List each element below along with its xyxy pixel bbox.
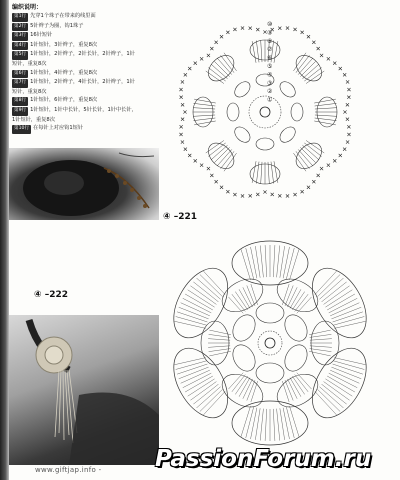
border-stitch — [194, 62, 197, 65]
inner-petal — [280, 341, 311, 375]
figure-symbol-221: ④ — [163, 212, 171, 222]
border-stitch — [188, 154, 191, 157]
round-marker: ⑩ — [267, 21, 273, 28]
border-stitch — [320, 54, 323, 57]
border-stitch — [181, 103, 184, 106]
stitch-mark — [185, 376, 213, 392]
instruction-line — [12, 41, 162, 51]
pattern-instructions — [12, 2, 162, 134]
border-stitch — [317, 174, 320, 177]
stitch-mark — [209, 334, 231, 337]
border-stitch — [233, 28, 236, 31]
instruction-text: 1针短针，4针辫子，重复8次 — [30, 69, 98, 76]
stitch-mark — [193, 384, 218, 404]
stitch-mark — [251, 408, 257, 439]
border-stitch — [307, 186, 310, 189]
chart-221-diagram — [170, 4, 360, 224]
stitch-mark — [261, 162, 262, 184]
border-stitch — [343, 73, 346, 76]
stitch-mark — [251, 381, 258, 402]
round-tag: 第6行 — [12, 70, 28, 79]
stitch-mark — [285, 286, 293, 306]
instruction-text: 1针短针，3针辫子，重复8次 — [30, 41, 98, 48]
stitch-mark — [208, 346, 230, 348]
stitch-mark — [274, 161, 278, 183]
border-stitch — [183, 110, 186, 113]
stitch-mark — [317, 275, 340, 297]
instruction-line — [12, 12, 162, 22]
inner-petal — [277, 124, 298, 145]
inner-petal — [232, 79, 253, 100]
crochet-chart-221 — [170, 4, 360, 228]
stitch-mark — [251, 284, 258, 305]
inner-petal — [228, 311, 259, 345]
instruction-line — [12, 88, 162, 97]
border-stitch — [339, 67, 342, 70]
border-stitch — [271, 193, 274, 196]
stitch-mark — [274, 41, 278, 63]
border-stitch — [327, 164, 330, 167]
stitch-mark — [319, 278, 343, 299]
stitch-mark — [268, 162, 269, 184]
stitch-mark — [334, 317, 365, 326]
inner-petal — [280, 311, 311, 345]
inner-petal — [256, 303, 284, 323]
border-stitch — [343, 148, 346, 151]
stitch-mark — [319, 387, 343, 408]
stitch-mark — [209, 351, 231, 356]
round-tag: 第2行 — [12, 23, 28, 32]
inner-petal — [256, 363, 284, 383]
stitch-mark — [193, 282, 218, 302]
stitch-mark — [315, 108, 337, 109]
instruction-line — [12, 31, 162, 41]
border-stitch — [339, 154, 342, 157]
stitch-mark — [280, 246, 285, 278]
crochet-chart-222 — [150, 240, 388, 454]
stitch-mark — [310, 346, 332, 348]
stitch-mark — [285, 380, 293, 400]
stitch-mark — [286, 407, 294, 438]
stitch-mark — [334, 358, 365, 365]
stitch-mark — [208, 339, 230, 341]
stitch-mark — [283, 408, 289, 439]
border-stitch — [343, 110, 346, 113]
figure-label-222 — [34, 290, 68, 300]
border-stitch — [249, 194, 252, 197]
stitch-mark — [315, 115, 337, 116]
border-stitch — [307, 35, 310, 38]
stitch-mark — [203, 391, 225, 414]
round-3-stitches — [249, 96, 281, 128]
stitch-mark — [174, 321, 205, 328]
instructions-title: 编织说明： — [12, 4, 43, 11]
instruction-text: 在每针上对应钩1短针 — [33, 125, 84, 132]
stitch-mark — [280, 408, 285, 440]
stitch-mark — [286, 248, 294, 279]
round-marker: ⑦ — [267, 46, 273, 54]
stitch-mark — [252, 41, 256, 63]
border-stitch — [346, 103, 349, 106]
border-stitch — [207, 167, 210, 170]
stitch-mark — [324, 382, 350, 401]
stitch-mark — [265, 245, 267, 277]
round-tag: 第3行 — [12, 32, 28, 41]
stitch-mark — [246, 407, 254, 438]
border-stitch — [312, 41, 315, 44]
round-marker: ① — [267, 96, 273, 104]
border-stitch — [188, 67, 191, 70]
stitch-mark — [327, 294, 355, 310]
stitch-mark — [193, 108, 215, 109]
instruction-line — [12, 116, 162, 125]
border-stitch — [347, 96, 350, 99]
border-stitch — [207, 54, 210, 57]
stitch-mark — [190, 382, 216, 401]
border-stitch — [226, 190, 229, 193]
round-tag: 第10行 — [12, 125, 31, 134]
instruction-line — [12, 96, 162, 106]
inner-petal — [228, 341, 259, 375]
instruction-text: 16针短针 — [30, 32, 53, 39]
inner-petal — [277, 79, 298, 100]
instruction-line — [12, 60, 162, 69]
stitch-mark — [309, 330, 331, 335]
stitch-mark — [197, 387, 221, 408]
border-stitch — [312, 180, 315, 183]
stitch-mark — [174, 358, 205, 365]
border-stitch — [181, 80, 184, 83]
stitch-mark — [322, 282, 347, 302]
instruction-line — [12, 106, 162, 116]
stitch-mark — [324, 286, 350, 305]
border-stitch — [347, 125, 350, 128]
border-stitch — [194, 159, 197, 162]
round-marker: ④ — [267, 71, 273, 79]
stitch-mark — [290, 406, 299, 437]
border-stitch — [293, 193, 296, 196]
inner-round — [258, 331, 282, 355]
border-stitch — [181, 118, 184, 121]
stitch-mark — [315, 271, 337, 294]
instruction-text: 1针短针，6针辫子，重复8次 — [30, 97, 98, 104]
round-marker: ③ — [267, 79, 273, 87]
instruction-text: 5针辫子为圈，钩1珠子 — [30, 22, 84, 29]
stitch-mark — [273, 409, 275, 441]
stitch-mark — [282, 381, 289, 402]
round-marker: ② — [267, 88, 273, 96]
round-tag: 第5行 — [12, 51, 28, 60]
border-stitch — [210, 174, 213, 177]
border-stitch — [346, 80, 349, 83]
stitch-mark — [325, 379, 352, 396]
border-stitch — [278, 27, 281, 30]
stitch-mark — [209, 330, 231, 335]
border-stitch — [241, 26, 244, 29]
stitch-mark — [310, 339, 332, 341]
border-stitch — [256, 193, 259, 196]
border-stitch — [347, 133, 350, 136]
book-binding-edge — [0, 0, 9, 480]
border-stitch — [301, 190, 304, 193]
stitch-mark — [197, 278, 221, 299]
stitch-mark — [246, 248, 254, 279]
stitch-mark — [241, 406, 250, 437]
stitch-mark — [260, 245, 263, 277]
instruction-line — [12, 50, 162, 60]
stitch-mark — [176, 361, 207, 370]
border-stitch — [220, 186, 223, 189]
border-stitch — [215, 180, 218, 183]
border-stitch — [241, 194, 244, 197]
round-marker: ⑥ — [267, 54, 273, 62]
stitch-mark — [327, 376, 355, 392]
stitch-mark — [315, 391, 337, 414]
round-tag: 第8行 — [12, 97, 28, 106]
stitch-mark — [317, 389, 340, 411]
instruction-line — [12, 124, 162, 134]
stitch-mark — [282, 284, 289, 305]
stitch-mark — [247, 286, 255, 306]
border-stitch — [180, 96, 183, 99]
border-stitch — [320, 167, 323, 170]
border-stitch — [249, 27, 252, 30]
border-stitch — [263, 190, 266, 193]
round-marker: ⑨ — [267, 29, 273, 37]
stitch-mark — [255, 246, 260, 278]
border-stitch — [317, 47, 320, 50]
instruction-line — [12, 22, 162, 32]
stitch-mark — [247, 380, 255, 400]
stitch-mark — [200, 389, 223, 411]
border-stitch — [233, 193, 236, 196]
round-tag: 第9行 — [12, 107, 28, 116]
border-stitch — [333, 62, 336, 65]
stitch-mark — [260, 409, 263, 441]
instruction-text: 短针，重复8次 — [12, 88, 47, 95]
stitch-mark — [176, 317, 207, 326]
border-stitch — [210, 47, 213, 50]
stitch-mark — [194, 121, 216, 125]
instruction-text: 1针短针，2针辫子，2针长针，2针辫子，1针 — [30, 51, 135, 58]
figure-symbol-222: ④ — [34, 290, 42, 300]
stitch-mark — [290, 249, 299, 280]
border-stitch — [347, 88, 350, 91]
border-stitch — [301, 31, 304, 34]
stitch-mark — [190, 286, 216, 305]
stitch-mark — [309, 351, 331, 356]
inner-petal — [227, 103, 239, 121]
stitch-mark — [334, 321, 365, 328]
stitch-mark — [200, 275, 223, 297]
border-stitch — [181, 140, 184, 143]
inner-petal — [232, 124, 253, 145]
border-stitch — [220, 35, 223, 38]
border-stitch — [333, 159, 336, 162]
stitch-mark — [188, 290, 215, 307]
round-marker: ⑤ — [267, 63, 273, 70]
border-stitch — [293, 28, 296, 31]
stitch-mark — [314, 121, 336, 125]
photo-flower-221 — [9, 148, 159, 220]
border-stitch — [226, 31, 229, 34]
round-tag: 第7行 — [12, 79, 28, 88]
border-stitch — [200, 164, 203, 167]
border-stitch — [184, 73, 187, 76]
stitch-mark — [273, 245, 275, 277]
stitch-mark — [185, 294, 213, 310]
stitch-mark — [277, 245, 280, 277]
border-stitch — [286, 194, 289, 197]
inner-petal — [256, 138, 274, 150]
instruction-text: 先穿1个珠子在带来的线里面 — [30, 13, 96, 19]
footer-url: www.giftjap.info - — [35, 466, 102, 474]
instruction-rows — [12, 12, 162, 134]
stitch-mark — [188, 379, 215, 396]
border-stitch — [180, 125, 183, 128]
stitch-mark — [251, 247, 257, 278]
center-ring — [265, 338, 275, 348]
chart-222-diagram — [150, 240, 388, 450]
stitch-mark — [322, 384, 347, 404]
stitch-mark — [283, 247, 289, 278]
stitch-mark — [203, 271, 225, 294]
border-stitch — [215, 41, 218, 44]
instruction-text: 1针短针，重复8次 — [12, 116, 55, 123]
stitch-mark — [241, 249, 250, 280]
inner-petal — [291, 103, 303, 121]
instruction-text: 1针短针，1针中长针，5针长针，1针中长针， — [30, 106, 137, 113]
round-marker: ⑧ — [267, 37, 273, 45]
border-stitch — [346, 140, 349, 143]
stitch-mark — [277, 409, 280, 441]
border-stitch — [179, 133, 182, 136]
border-stitch — [278, 194, 281, 197]
instruction-line — [12, 69, 162, 79]
stitch-mark — [209, 349, 231, 352]
border-stitch — [184, 148, 187, 151]
stitch-mark — [193, 115, 215, 116]
stitch-mark — [261, 40, 262, 62]
instruction-line — [12, 78, 162, 88]
border-stitch — [346, 118, 349, 121]
border-stitch — [256, 28, 259, 31]
center-ring — [260, 107, 270, 117]
border-stitch — [286, 26, 289, 29]
round-tag: 第4行 — [12, 42, 28, 51]
stitch-mark — [194, 99, 216, 103]
stitch-mark — [325, 290, 352, 307]
border-stitch — [200, 57, 203, 60]
figure-number-221: –221 — [173, 212, 198, 222]
stitch-mark — [334, 361, 365, 370]
instruction-text: 短针，重复8次 — [12, 60, 47, 67]
watermark-passionforum: PassionForum.ru — [155, 446, 372, 472]
stitch-mark — [252, 161, 256, 183]
stitch-mark — [310, 349, 332, 352]
stitch-mark — [314, 99, 336, 103]
stitch-mark — [265, 409, 267, 441]
stitch-mark — [310, 334, 332, 337]
figure-number-222: –222 — [44, 290, 69, 300]
stitch-mark — [255, 408, 260, 440]
instruction-text: 1针短针，2针辫子，4针长针，2针辫子，1针 — [30, 79, 135, 86]
round-tag: 第1行 — [12, 13, 28, 22]
border-stitch — [179, 88, 182, 91]
photo-flower-222 — [9, 315, 159, 465]
border-stitch — [327, 57, 330, 60]
